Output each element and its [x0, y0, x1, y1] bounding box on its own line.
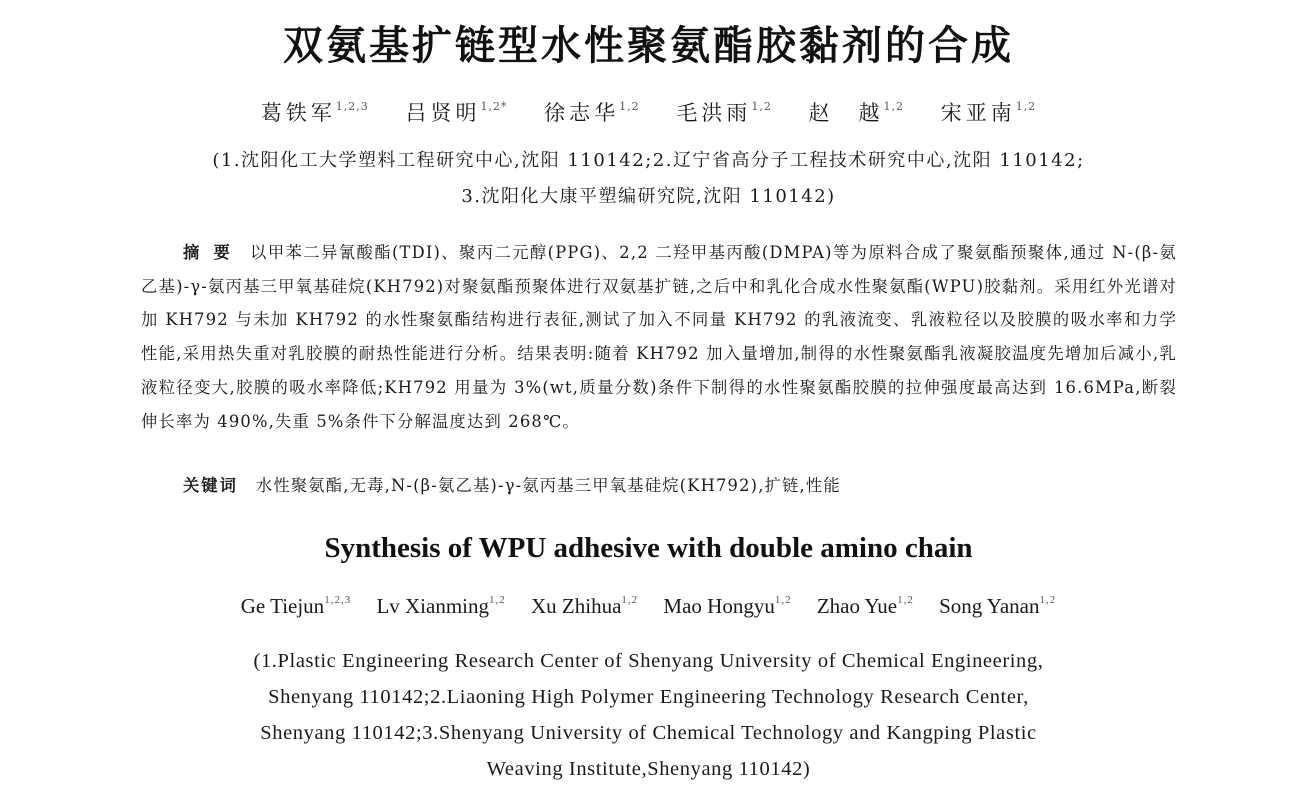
- author-affiliation-marker: 1,2: [489, 594, 506, 606]
- author-name: 葛铁军: [260, 101, 336, 125]
- english-author: [531, 583, 638, 623]
- english-author: [817, 583, 914, 623]
- chinese-author: [261, 90, 369, 130]
- author-affiliation-marker: 1,2: [621, 594, 639, 606]
- abstract-label: 摘要: [183, 243, 245, 262]
- english-affiliation-line: Weaving Institute,Shenyang 110142): [486, 758, 811, 780]
- author-affiliation-marker: 1,2: [883, 100, 905, 113]
- author-name: 赵 越: [808, 101, 884, 125]
- chinese-author: [405, 90, 507, 130]
- english-affiliation-line: (1.Plastic Engineering Research Center of Shenyang University of Chemical Engineering,: [253, 650, 1044, 672]
- chinese-author: [941, 90, 1037, 130]
- author-name: 宋亚南: [940, 101, 1016, 125]
- chinese-abstract: [141, 236, 1177, 438]
- author-name: Song Yanan: [939, 594, 1040, 618]
- author-affiliation-marker: 1,2: [619, 100, 640, 113]
- author-name: 毛洪雨: [676, 101, 752, 125]
- english-author: [663, 583, 791, 623]
- english-affiliation-line: Shenyang 110142;2.Liaoning High Polymer Engineering Technology Research Center,: [268, 686, 1029, 708]
- author-affiliation-marker: 1,2: [1039, 594, 1057, 606]
- chinese-author: [544, 90, 640, 130]
- author-name: Lv Xianming: [376, 594, 490, 618]
- chinese-keywords: [183, 469, 1183, 502]
- chinese-affiliation-line: (1.沈阳化工大学塑料工程研究中心,沈阳 110142;2.辽宁省高分子工程技术研究中心,沈阳 110142;: [212, 150, 1085, 171]
- author-affiliation-marker: 1,2: [751, 100, 772, 113]
- chinese-title: 双氨基扩链型水性聚氨酯胶黏剂的合成: [283, 23, 1014, 69]
- chinese-author: [676, 90, 772, 130]
- keywords-label: 关键词: [183, 476, 238, 495]
- abstract-text: 以甲苯二异氰酸酯(TDI)、聚丙二元醇(PPG)、2,2 二羟甲基丙酸(DMPA)等为原料合成了聚氨酯预聚体,通过 N-(β-氨乙基)-γ-氨丙基三甲氧基硅烷(KH792)对聚氨酯预聚体进行双氨基扩链,之后中和乳化合成水性聚氨酯(WPU)胶黏剂。采用红外光谱对加 KH792 与未加 KH792 的水性聚氨酯结构进行表征,测试了加入不同量 KH792 的乳液流变、乳液粒径以及胶膜的吸水率和力学性能,采用热失重对乳胶膜的耐热性能进行分析。结果表明:随着 KH792 加入量增加,制得的水性聚氨酯乳液凝胶温度先增加后减小,乳液粒径变大,胶膜的吸水率降低;KH792 用量为 3%(wt,质量分数)条件下制得的水性聚氨酯胶膜的拉伸强度最高达到 16.6MPa,断裂伸长率为 490%,失重 5%条件下分解温度达到 268℃。: [141, 243, 1177, 431]
- english-author: [376, 583, 505, 623]
- english-affiliation-line: Shenyang 110142;3.Shenyang University of Chemical Technology and Kangping Plastic: [260, 722, 1037, 744]
- keywords-text: 水性聚氨酯,无毒,N-(β-氨乙基)-γ-氨丙基三甲氧基硅烷(KH792),扩链,性能: [255, 476, 841, 495]
- author-affiliation-marker: 1,2: [1015, 100, 1037, 113]
- author-affiliation-marker: 1,2,3: [335, 100, 369, 113]
- english-title: Synthesis of WPU adhesive with double amino chain: [324, 532, 973, 564]
- chinese-author: [809, 90, 905, 130]
- author-name: Xu Zhihua: [531, 594, 622, 618]
- chinese-author-list: [0, 90, 1297, 130]
- author-affiliation-marker: 1,2,3: [324, 594, 352, 606]
- author-name: Ge Tiejun: [240, 594, 325, 618]
- english-author-list: [0, 583, 1297, 623]
- author-name: Mao Hongyu: [663, 594, 775, 618]
- english-author: [241, 583, 351, 623]
- chinese-affiliation-line: 3.沈阳化大康平塑编研究院,沈阳 110142): [461, 186, 836, 207]
- english-author: [939, 583, 1056, 623]
- author-name: Zhao Yue: [816, 594, 898, 618]
- author-affiliation-marker: 1,2: [897, 594, 914, 606]
- author-affiliation-marker: 1,2*: [480, 100, 508, 113]
- author-affiliation-marker: 1,2: [774, 594, 792, 606]
- author-name: 徐志华: [544, 101, 620, 125]
- author-name: 吕贤明: [405, 101, 481, 125]
